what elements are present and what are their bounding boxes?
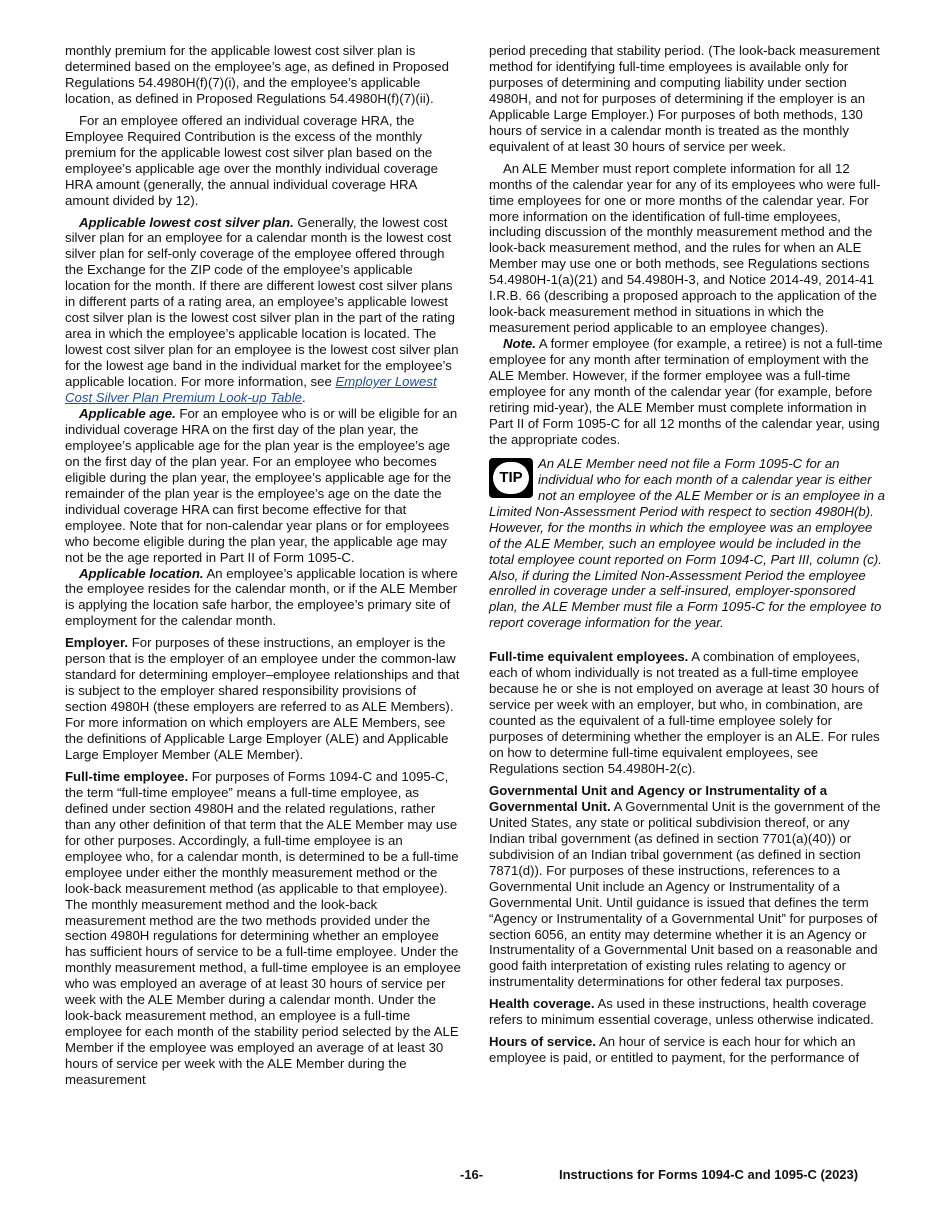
definition-employer bbox=[65, 635, 461, 763]
term-body: As used in these instructions, health coverage refers to minimum essential coverage, unless otherwise indicated. bbox=[489, 996, 874, 1028]
term-body: An hour of service is each hour for which an employee is paid, or entitled to payment, for the performance of bbox=[489, 1034, 860, 1066]
term-heading: Governmental Unit and Agency or Instrumentality of a Governmental Unit. bbox=[489, 782, 828, 814]
term-body: For an employee who is or will be eligible for an individual coverage HRA on the first day of the plan year, the employee’s applicable age for the plan year is the employee’s age on the first day of the plan year. For an employee who becomes eligible during the plan year, the employee’s applicable age for the remainder of the plan year is the employee’s age on the date the individual coverage HRA can first become effective for that employee. Note that for non-calendar year plans or for employees who become eligible during the plan year, the applicable age may not be the age reported in Part II of Form 1095-C. bbox=[65, 405, 458, 565]
note-body: A former employee (for example, a retiree) is not a full-time employee for any month after termination of employment with the ALE Member. However, if the former employee was a full-time employee for any month of the calendar year (for example, before retiring mid-year), the ALE Member must complete information in Part II of Form 1095-C for all 12 months of the calendar year, using the appropriate codes. bbox=[489, 336, 883, 447]
term-heading: Full-time equivalent employees. bbox=[489, 649, 689, 665]
term-body: A combination of employees, each of whom individually is not treated as a full-time employee because he or she is not employed on average at least 30 hours of service per week with an employer, but who, in combination, are counted as the equivalent of a full-time employee solely for purposes of determining whether the employer is an ALE. For rules on how to determine full-time equivalent employees, see Regulations section 54.4980H-2(c). bbox=[489, 649, 880, 776]
tip-icon-label: TIP bbox=[493, 462, 529, 494]
term-heading: Employer. bbox=[65, 635, 129, 651]
definition-full-time-equivalent-employees bbox=[489, 649, 885, 777]
definition-applicable-location bbox=[65, 566, 461, 630]
paragraph: period preceding that stability period. (The look-back measurement method for identifying full-time employees is available only for purposes of determining and computing liability under section 4980H, and not for purposes of determining if the employer is an Applicable Large Employer.) For purposes of both methods, 130 hours of service in a calendar month is treated as the monthly equivalent of at least 30 hours of service per week. bbox=[489, 43, 880, 154]
definition-hours-of-service bbox=[489, 1034, 885, 1066]
note-paragraph bbox=[489, 336, 885, 448]
term-heading: Full-time employee. bbox=[65, 768, 189, 784]
term-heading: Hours of service. bbox=[489, 1034, 597, 1050]
term-heading: Health coverage. bbox=[489, 996, 595, 1012]
term-body-end: . bbox=[302, 390, 306, 406]
definition-applicable-lowest-cost-silver-plan bbox=[65, 215, 461, 406]
definition-health-coverage bbox=[489, 996, 885, 1028]
paragraph: An ALE Member must report complete information for all 12 months of the calendar year for any of its employees who were full-time employees for one or more months of the calendar year. For more information on the identification of full-time employees, including discussion of the monthly measurement method and the look-back measurement method, and the rules for when an ALE Member may use one or both methods, see Regulations sections 54.4980H-1(a)(21) and 54.4980H-3, and Notice 2014-49, 2014-41 I.R.B. 66 (describing a proposed approach to the application of the look-back measurement method in situations in which the measurement period applicable to an employee changes). bbox=[489, 160, 881, 336]
note-heading: Note. bbox=[503, 336, 536, 352]
definition-governmental-unit bbox=[489, 783, 885, 990]
paragraph: For an employee offered an individual coverage HRA, the Employee Required Contribution is the excess of the monthly premium for the applicable lowest cost silver plan based on the employee’s applicable age over the monthly individual coverage HRA amount (generally, the annual individual coverage HRA amount divided by 12). bbox=[65, 112, 438, 208]
paragraph: monthly premium for the applicable lowest cost silver plan is determined based on the employee’s age, as defined in Proposed Regulations 54.4980H(f)(7)(i), and the employee’s applicable location, as defined in Proposed Regulations 54.4980H(f)(7)(ii). bbox=[65, 43, 449, 106]
term-body: For purposes of Forms 1094-C and 1095-C, the term “full-time employee” means a full-time employee, as defined under section 4980H and the related regulations, rather than any other definition of that term that the ALE Member may use for other purposes. Accordingly, a full-time employee is an employee who, for a calendar month, is determined to be a full-time employee under either the monthly measurement method or the look-back measurement method (as applicable to that employee). The monthly measurement method and the look-back measurement method are the two methods provided under the section 4980H regulations for determining whether an employee has sufficient hours of service to be a full-time employee. Under the monthly measurement method, a full-time employee is an employee who was employed an average of at least 30 hours of service per week with the ALE Member during a calendar month. Under the look-back measurement method, an employee is a full-time employee for each month of the stability period selected by the ALE Member if the employee was employed an average of at least 30 hours of service per week with the ALE Member during the measurement bbox=[65, 768, 461, 1088]
tip-text: An ALE Member need not file a Form 1095-C for an individual who for each month of a calendar year is either not an employee of the ALE Member or is an employee in a Limited Non-Assessment Period with respect to section 4980H(b). However, for the months in which the employee was an employee of the ALE Member, such an employee would be included in the total employee count reported on Form 1094-C, Part III, column (c). Also, if during the Limited Non-Assessment Period the employee enrolled in coverage under a self-insured, employer-sponsored plan, the ALE Member must file a Form 1095-C for the employee to report coverage information for the year. bbox=[489, 455, 885, 631]
left-column bbox=[65, 43, 461, 1094]
term-body: An employee’s applicable location is where the employee resides for the calendar month, or if the ALE Member is applying the location safe harbor, the employee’s primary site of employment for the calendar month. bbox=[65, 565, 458, 629]
definition-applicable-age bbox=[65, 406, 461, 566]
term-heading: Applicable location. bbox=[79, 565, 204, 581]
term-body: Generally, the lowest cost silver plan for an employee for a calendar month is the lowest cost silver plan for self-only coverage of the employee offered through the Exchange for the ZIP code of the employee’s applicable location for the month. If there are different lowest cost silver plans in different parts of a rating area, an employee’s applicable lowest cost silver plan is the lowest cost silver plan in the part of the rating area in which the employee’s applicable location is located. The lowest cost silver plan for an employee is the lowest cost silver plan for the lowest age band in the individual market for the employee’s applicable location. For more information, see bbox=[65, 214, 459, 390]
term-heading: Applicable age. bbox=[79, 405, 176, 421]
definition-full-time-employee bbox=[65, 769, 461, 1088]
page-number: -16- bbox=[460, 1167, 484, 1182]
term-heading: Applicable lowest cost silver plan. bbox=[79, 214, 294, 230]
tip-icon bbox=[489, 458, 533, 498]
term-body: A Governmental Unit is the government of the United States, any state or political subdivision thereof, or any Indian tribal government (as defined in section 7701(a)(40)) or subdivision of an Indian tribal government (as defined in section 7871(d)). For purposes of these instructions, references to a Governmental Unit include an Agency or Instrumentality of a Governmental Unit. Until guidance is issued that defines the term “Agency or Instrumentality of a Governmental Unit” for purposes of section 6056, an entity may determine whether it is an Agency or Instrumentality of a Governmental Unit based on a reasonable and good faith interpretation of existing rules relating to agency or instrumentality determinations for other federal tax purposes. bbox=[489, 798, 881, 990]
employer-lcsp-lookup-link[interactable]: Employer Lowest Cost Silver Plan Premium Look-up Table bbox=[65, 374, 437, 406]
right-column bbox=[489, 43, 885, 1072]
tip-box bbox=[489, 456, 885, 631]
footer-title: Instructions for Forms 1094-C and 1095-C (2023) bbox=[559, 1167, 859, 1182]
term-body: For purposes of these instructions, an employer is the person that is the employer of an employee under the common-law standard for determining employer–employee relationships and that is subject to the employer shared responsibility provisions of section 4980H (these employers are referred to as ALE Members). For more information on which employers are ALE Members, see the definitions of Applicable Large Employer (ALE) and Applicable Large Employer Member (ALE Member). bbox=[65, 635, 460, 762]
